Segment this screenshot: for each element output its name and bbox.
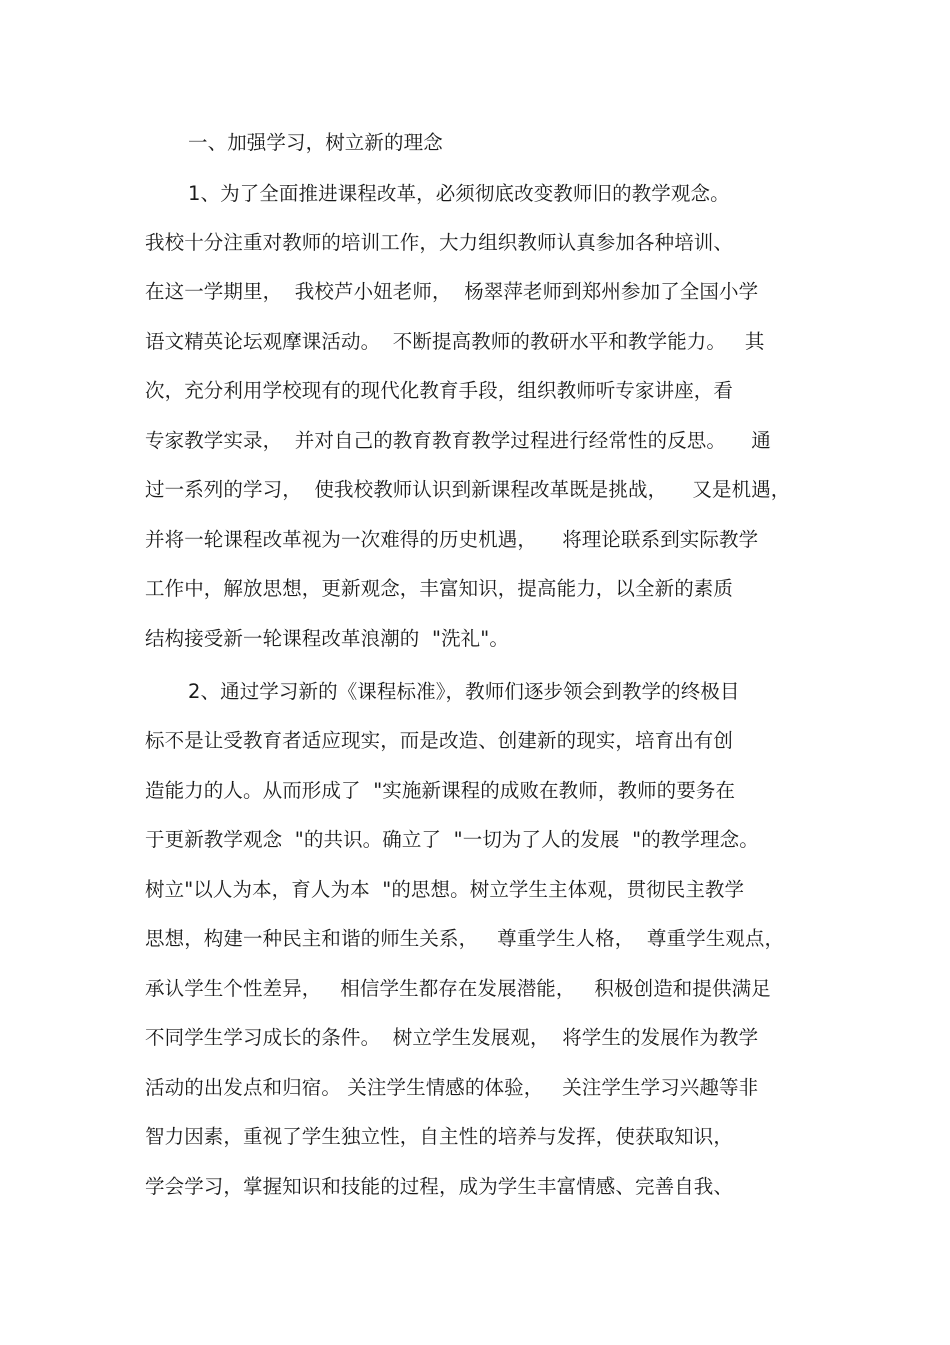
paragraph-2-line-1: 2、通过学习新的《课程标准》，教师们逐步领会到教学的终极目 xyxy=(188,680,740,703)
paragraph-2-line-4: 于更新教学观念 "的共识。确立了 "一切为了人的发展 "的教学理念。 xyxy=(145,828,759,851)
paragraph-1-line-2: 我校十分注重对教师的培训工作，大力组织教师认真参加各种培训、 xyxy=(145,231,734,254)
paragraph-1-line-8: 并将一轮课程改革视为一次难得的历史机遇， 将理论联系到实际教学 xyxy=(145,528,759,551)
paragraph-1-line-1: 1、为了全面推进课程改革，必须彻底改变教师旧的教学观念。 xyxy=(188,182,730,205)
section-heading: 一、加强学习，树立新的理念 xyxy=(188,131,443,154)
paragraph-2-line-2: 标不是让受教育者适应现实，而是改造、创建新的现实，培育出有创 xyxy=(145,729,734,752)
paragraph-1-line-4: 语文精英论坛观摩课活动。 不断提高教师的教研水平和教学能力。 其 xyxy=(145,330,765,353)
paragraph-1-line-6: 专家教学实录， 并对自己的教育教育教学过程进行经常性的反思。 通 xyxy=(145,429,771,452)
paragraph-2-line-8: 不同学生学习成长的条件。 树立学生发展观， 将学生的发展作为教学 xyxy=(145,1026,759,1049)
paragraph-2-line-11: 学会学习，掌握知识和技能的过程，成为学生丰富情感、完善自我、 xyxy=(145,1175,734,1198)
paragraph-1-line-3: 在这一学期里， 我校芦小妞老师， 杨翠萍老师到郑州参加了全国小学 xyxy=(145,280,759,303)
paragraph-2-line-7: 承认学生个性差异， 相信学生都存在发展潜能， 积极创造和提供满足 xyxy=(145,977,771,1000)
paragraph-2-line-10: 智力因素，重视了学生独立性，自主性的培养与发挥，使获取知识， xyxy=(145,1125,734,1148)
paragraph-2-line-6: 思想，构建一种民主和谐的师生关系， 尊重学生人格， 尊重学生观点， xyxy=(145,927,785,950)
paragraph-1-line-7: 过一系列的学习， 使我校教师认识到新课程改革既是挑战， 又是机遇， xyxy=(145,478,791,501)
paragraph-1-line-5: 次，充分利用学校现有的现代化教育手段，组织教师听专家讲座，看 xyxy=(145,379,734,402)
paragraph-2-line-9: 活动的出发点和归宿。 关注学生情感的体验， 关注学生学习兴趣等非 xyxy=(145,1076,759,1099)
paragraph-1-line-9: 工作中，解放思想，更新观念，丰富知识，提高能力，以全新的素质 xyxy=(145,577,734,600)
paragraph-1-line-10: 结构接受新一轮课程改革浪潮的 "洗礼"。 xyxy=(145,627,509,650)
paragraph-2-line-3: 造能力的人。从而形成了 "实施新课程的成败在教师，教师的要务在 xyxy=(145,779,736,802)
paragraph-2-line-5: 树立"以人为本，育人为本 "的思想。树立学生主体观，贯彻民主教学 xyxy=(145,878,745,901)
